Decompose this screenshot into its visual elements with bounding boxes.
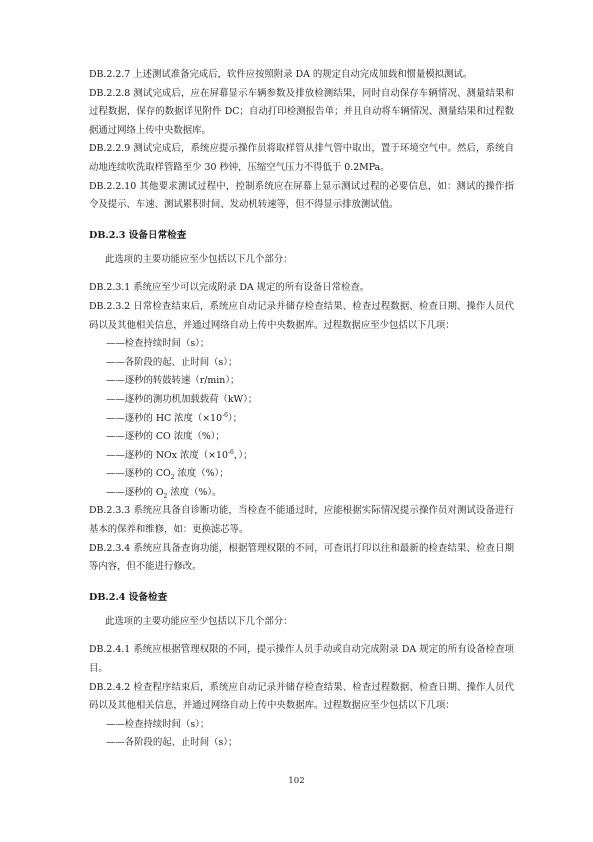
document-body <box>89 66 514 753</box>
list-item: ——逐秒的测功机加载载荷（kW）； <box>106 393 258 405</box>
list-item-text: ——逐秒的 CO <box>106 468 171 480</box>
clause-db-2-2-10: DB.2.2.10 其他要求测试过程中，控制系统应在屏幕上显示测试过程的必要信息，如：测试的操作指令及提示、车速、测试累积时间、发动机转速等，但不得显示排放测试值。 <box>89 180 514 211</box>
subscript: 2 <box>163 492 168 500</box>
clause-db-2-3-2: DB.2.3.2 日常检查结束后，系统应自动记录并储存检查结果、检查过程数据、检查日期、操作人员代码以及其他相关信息，并通过网络自动上传中央数据库。过程数据应至少包括以下几项： <box>89 300 514 331</box>
list-item-text: ，）； <box>233 449 253 461</box>
list-item: ——检查持续时间（s）； <box>106 718 210 730</box>
list-item: ——各阶段的起、止时间（s）； <box>106 737 238 749</box>
list-item <box>89 447 514 466</box>
list-item <box>89 410 514 429</box>
clause-db-2-4-1: DB.2.4.1 系统应根据管理权限的不同，提示操作人员手动或自动完成附录 DA 规定的所有设备检查项目。 <box>89 644 514 675</box>
list-item-text: ——逐秒的 NOx 浓度（×10 <box>106 449 228 461</box>
clause-db-2-2-7: DB.2.2.7 上述测试准备完成后，软件应按照附录 DA 的规定自动完成加载和惯量模拟测试。 <box>89 69 473 80</box>
clause-db-2-2-8: DB.2.2.8 测试完成后，应在屏幕显示车辆参数及排放检测结果，同时自动保存车辆情况、测量结果和过程数据，保存的数据详见附件 DC；自动打印检测报告单；并且自动将车辆情况、测量结果和过程数据通过网络上传中央数据库。 <box>89 87 514 136</box>
list-db-2-3-2 <box>89 335 514 502</box>
list-item-text: ——逐秒的 O <box>106 486 164 498</box>
list-item <box>89 484 514 503</box>
list-item-text: ）； <box>227 412 243 424</box>
superscript: -6 <box>227 448 234 456</box>
list-db-2-4-2 <box>89 716 514 753</box>
section-intro-db-2-4: 此选项的主要功能应至少包括以下几个部分： <box>105 615 293 627</box>
list-item: ——逐秒的转鼓转速（r/min）； <box>106 375 240 387</box>
clause-db-2-2-9: DB.2.2.9 测试完成后，系统应提示操作员将取样管从排气管中取出，置于环境空气中。然后，系统自动地连续吹洗取样管路至少 30 秒钟，压缩空气压力不得低于 0.2MPa。 <box>89 143 514 173</box>
list-item-text: 浓度（%）； <box>174 468 229 480</box>
list-item-text: 浓度（%）。 <box>167 486 222 498</box>
section-heading-db-2-3: DB.2.3 设备日常检查 <box>89 229 187 241</box>
subscript: 2 <box>170 474 175 482</box>
list-item: ——各阶段的起、止时间（s）； <box>106 356 238 368</box>
clause-db-2-3-4: DB.2.3.4 系统应具备查询功能，根据管理权限的不同，可查讯打印以往和最新的检查结果、检查日期等内容，但不能进行修改。 <box>89 542 514 573</box>
list-item-text: ——逐秒的 HC 浓度（×10 <box>106 412 223 424</box>
list-item: ——逐秒的 CO 浓度（%）； <box>106 431 225 443</box>
clause-db-2-4-2: DB.2.4.2 检查程序结束后，系统应自动记录并储存检查结果、检查过程数据、检查日期、操作人员代码以及其他相关信息，并通过网络自动上传中央数据库。过程数据应至少包括以下几项： <box>89 681 514 712</box>
section-intro-db-2-3: 此选项的主要功能应至少包括以下几个部分： <box>105 253 293 265</box>
clause-db-2-3-1: DB.2.3.1 系统应至少可以完成附录 DA 规定的所有设备日常检查。 <box>89 282 370 294</box>
list-item: ——检查持续时间（s）； <box>106 338 210 350</box>
list-item <box>89 465 514 484</box>
superscript: -6 <box>222 411 228 419</box>
section-heading-db-2-4: DB.2.4 设备检查 <box>89 591 168 603</box>
clause-db-2-3-3: DB.2.3.3 系统应具备自诊断功能，当检查不能通过时，应能根据实际情况提示操作员对测试设备进行基本的保养和维修，如：更换滤芯等。 <box>89 505 514 536</box>
page-number: 102 <box>288 776 305 786</box>
